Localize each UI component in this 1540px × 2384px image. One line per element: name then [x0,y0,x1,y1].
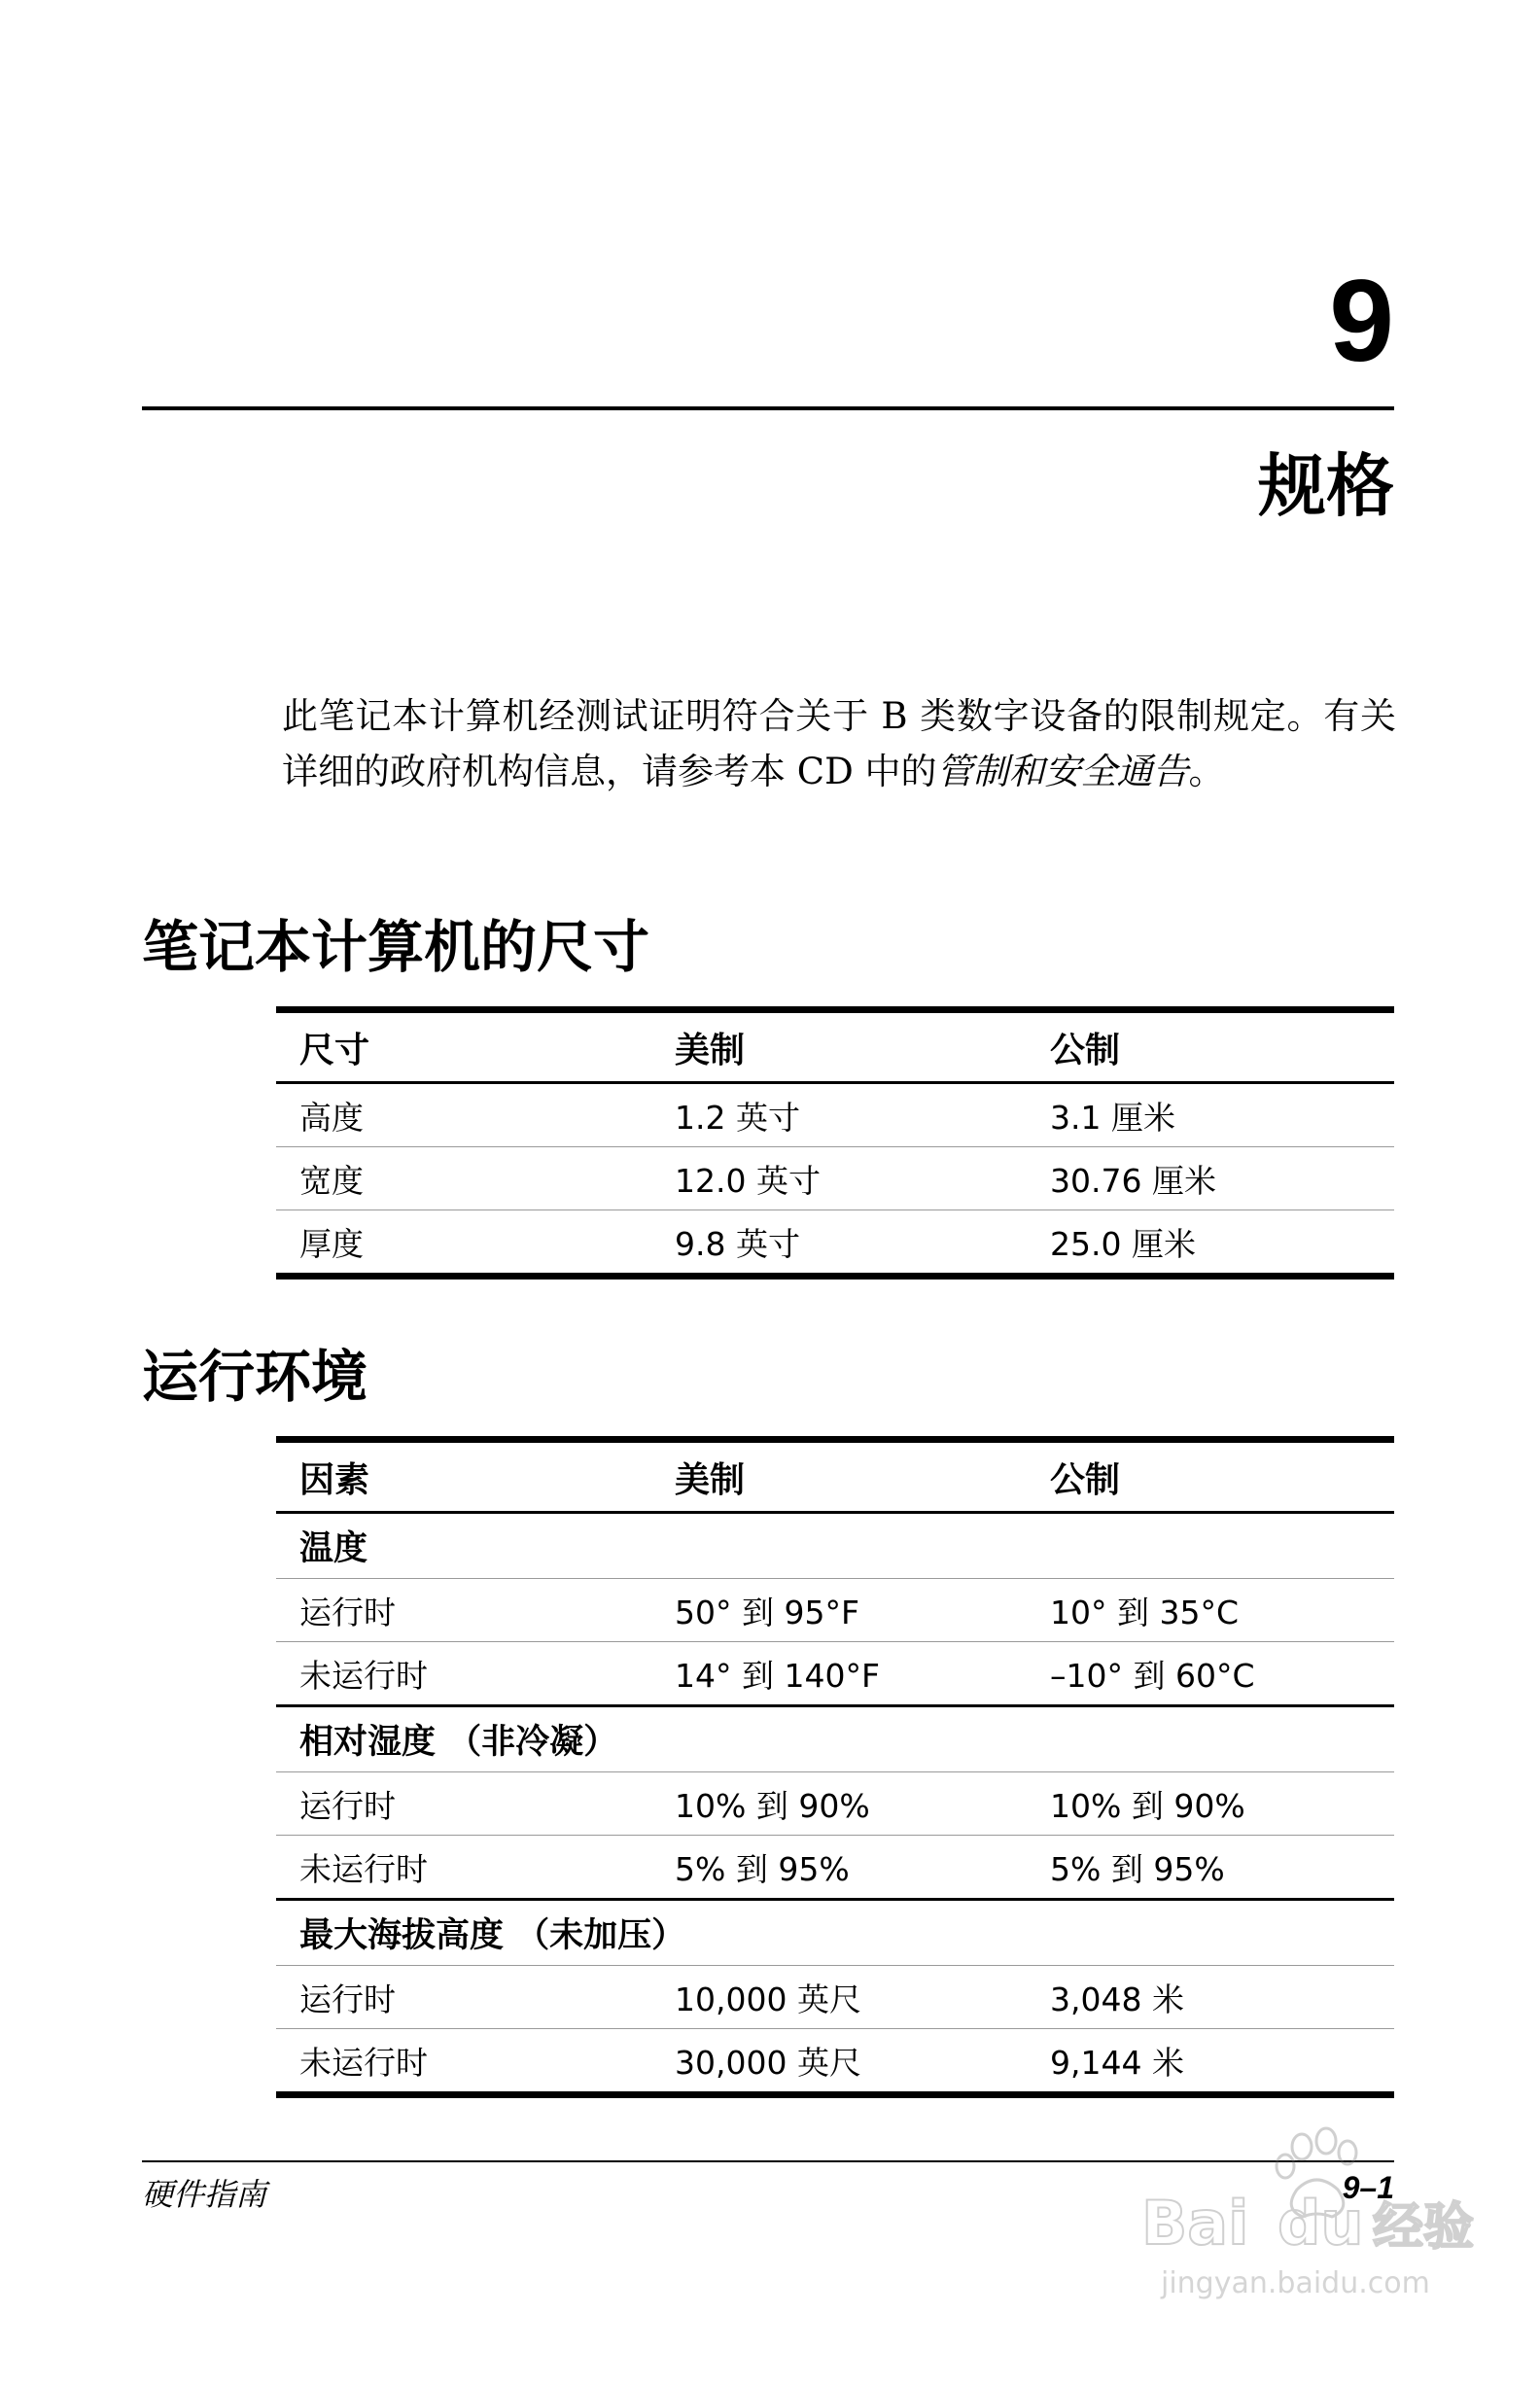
group-row-altitude [276,1900,1394,1966]
footer-page-number: 9–1 [1342,2170,1394,2205]
table-cell: 10% 到 90% [1027,1772,1394,1836]
dimensions-table [276,1006,1394,1280]
column-header: 美制 [651,1010,1027,1083]
footer-book-title: 硬件指南 [142,2176,267,2213]
table-cell: 10° 到 35°C [1027,1579,1394,1642]
table-cell: 9,144 米 [1050,2043,1184,2082]
group-label: 最大海拔高度 （未加压） [276,1900,1394,1966]
table-row [276,1772,1394,1836]
table-cell: 未运行时 [276,1642,651,1706]
table-cell: 运行时 [276,1966,651,2029]
table-row [276,1836,1394,1900]
table-cell: –10° 到 60°C [1027,1642,1394,1706]
table-cell: 未运行时 [299,2043,428,2082]
table-cell: 5% 到 95% [651,1836,1027,1900]
intro-emphasis: 管制和安全通告 [936,751,1189,792]
table-cell: 10% 到 90% [651,1772,1027,1836]
table-cell: 14° 到 140°F [651,1642,1027,1706]
table-cell: 高度 [276,1083,651,1147]
table-header-row [276,1440,1394,1513]
intro-text-end: 。 [1188,751,1225,792]
table-row [276,1210,1394,1277]
table-cell: 25.0 厘米 [1050,1224,1196,1263]
intro-text: 此笔记本计算机经测试证明符合关于 B 类数字设备的限制规定。有关详细的政府机构信息，请参考本 CD 中的 [282,695,1396,792]
chapter-title: 规格 [1258,446,1394,526]
section-title-environment: 运行环境 [142,1344,368,1410]
table-cell: 1.2 英寸 [651,1083,1027,1147]
table-cell: 5% 到 95% [1027,1836,1394,1900]
table-cell: 运行时 [276,1579,651,1642]
chapter-rule [142,406,1394,410]
table-cell: 3.1 厘米 [1027,1083,1394,1147]
section-title-dimensions: 笔记本计算机的尺寸 [142,914,650,980]
table-cell: 30,000 英尺 [675,2043,861,2082]
column-header: 美制 [651,1440,1027,1513]
svg-text:Bai: Bai [1141,2188,1249,2259]
table-cell: 3,048 米 [1027,1966,1394,2029]
column-header: 公制 [1027,1440,1394,1513]
table-row [276,1579,1394,1642]
svg-text:经验: 经验 [1373,2198,1475,2257]
environment-table [276,1436,1394,2098]
table-cell: 30.76 厘米 [1027,1147,1394,1210]
column-header: 因素 [276,1440,651,1513]
table-row [276,1966,1394,2029]
table-header-row [276,1010,1394,1083]
group-row-temperature [276,1513,1394,1579]
table-cell: 运行时 [276,1772,651,1836]
intro-paragraph [282,688,1396,799]
table-cell: 未运行时 [276,1836,651,1900]
table-row [276,1642,1394,1706]
table-cell: 宽度 [276,1147,651,1210]
column-header: 尺寸 [276,1010,651,1083]
table-row [276,1083,1394,1147]
svg-text:du: du [1278,2188,1364,2259]
column-header: 公制 [1027,1010,1394,1083]
table-row [276,2029,1394,2095]
table-cell: 厚度 [299,1224,364,1263]
group-label: 相对湿度 （非冷凝） [276,1706,1394,1772]
table-row [276,1147,1394,1210]
table-cell: 50° 到 95°F [651,1579,1027,1642]
baidu-watermark-logo [1132,2120,1482,2314]
group-row-humidity [276,1706,1394,1772]
chapter-number: 9 [1329,256,1394,386]
table-cell: 9.8 英寸 [675,1224,800,1263]
table-cell: 12.0 英寸 [651,1147,1027,1210]
group-label: 温度 [276,1513,1394,1579]
table-cell: 10,000 英尺 [651,1966,1027,2029]
svg-text:jingyan.baidu.com: jingyan.baidu.com [1161,2266,1430,2300]
